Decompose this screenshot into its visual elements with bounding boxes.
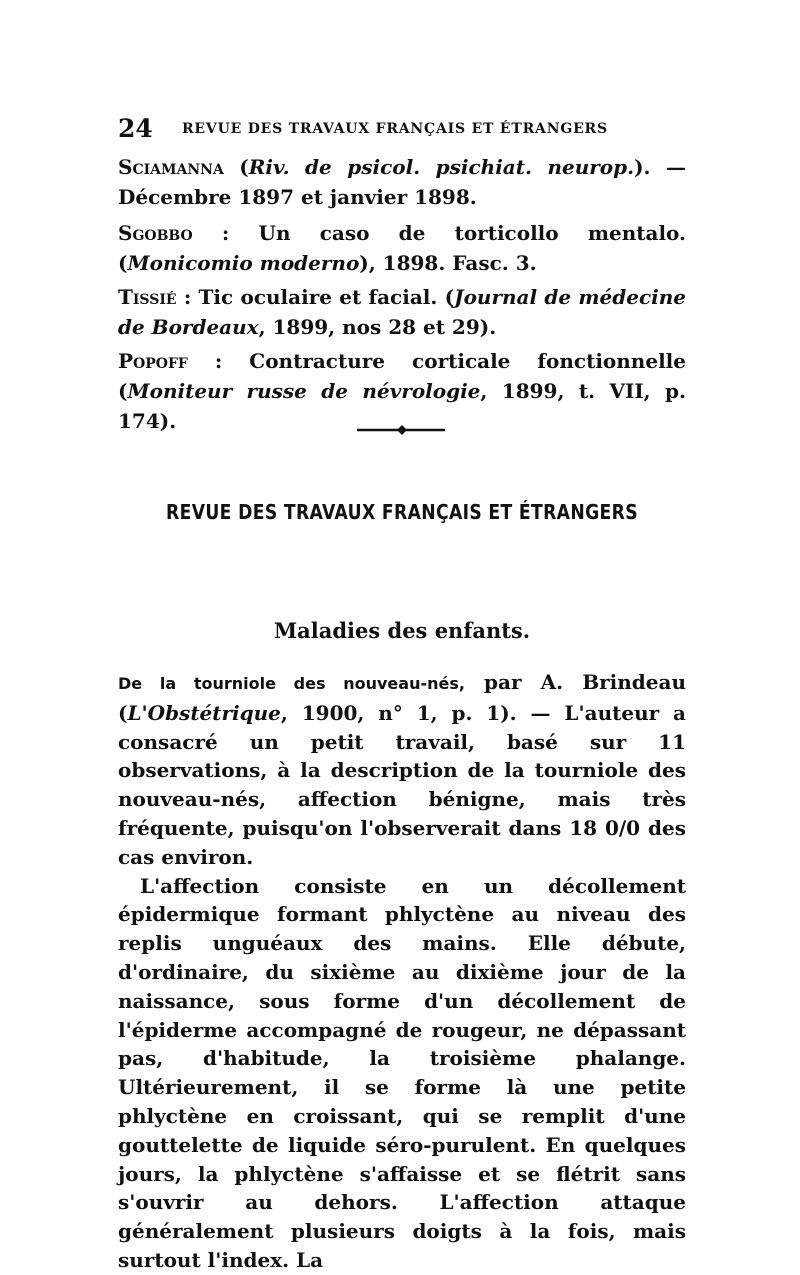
reference-journal: Riv. de psicol. psichiat. neurop. — [248, 155, 635, 179]
reference-author: Tissié — [118, 285, 177, 309]
running-head — [118, 112, 686, 146]
article-text: par A. Brindeau ( — [118, 670, 686, 725]
subsection-title: Maladies des enfants. — [273, 618, 531, 643]
reference-journal: Moniteur russe de névrologie — [127, 379, 481, 403]
reference-author: Sciamanna — [118, 155, 224, 179]
reference-entry — [118, 282, 686, 342]
reference-text: , 1899, t. VII, p. 174). — [118, 379, 687, 433]
running-title: REVUE DES TRAVAUX FRANÇAIS ET ÉTRANGERS — [182, 121, 608, 137]
reference-author: Popoff — [118, 349, 188, 373]
reference-entry — [118, 152, 686, 212]
reference-text: , 1899, nos 28 et 29). — [258, 315, 497, 339]
reference-entry — [118, 218, 686, 278]
reference-text: : Un caso de torticollo mentalo. ( — [118, 221, 686, 275]
article-journal: L'Obstétrique — [127, 700, 281, 725]
article-paragraph: L'affection consiste en un décollement épidermique formant phlyctène au niveau des replis unguéaux des mains. Elle débute, d'ordinaire, du sixième au dixième jour de la naissance, sous forme d'un décollement de l'épiderme accompagné de rougeur, ne dépassant pas, d'habitude, la troisième phalange. Ultérieurement, il se forme là une petite phlyctène en croissant, qui se remplit d'une gouttelette de liquide séro-purulent. En quelques jours, la phlyctène s'affaisse et se flétrit sans s'ouvrir au dehors. L'affection attaque généralement plusieurs doigts à la fois, mais surtout l'index. La — [118, 873, 686, 1272]
reference-author: Sgobbo — [118, 221, 193, 245]
article-title: De la tourniole des nouveau-nés, — [118, 674, 465, 693]
page-number: 24 — [118, 114, 153, 143]
reference-text: ). — Décembre 1897 et janvier 1898. — [118, 155, 686, 209]
reference-text: : Tic oculaire et facial. ( — [176, 285, 455, 309]
reference-journal: Monicomio moderno — [127, 251, 360, 275]
article-body — [118, 668, 686, 1275]
reference-text: ( — [223, 155, 249, 179]
reference-text: ), 1898. Fasc. 3. — [359, 251, 537, 275]
article-text: , 1900, n° 1, p. 1). — L'auteur a consacré un petit travail, basé sur 11 observations, à la description de la tourniole des nouveau-nés, affection bénigne, mais très fréquente, puisqu'on l'observerait dans 18 0/0 des cas environ. — [118, 700, 686, 869]
section-title: REVUE DES TRAVAUX FRANÇAIS ET ÉTRANGERS — [166, 500, 638, 524]
ornamental-rule — [357, 424, 445, 436]
reference-text: : Contracture corticale fonctionnelle ( — [118, 349, 686, 403]
reference-journal: Journal de médecine de Bordeaux — [118, 285, 687, 339]
article-paragraph — [118, 668, 686, 872]
reference-entry — [118, 346, 686, 436]
